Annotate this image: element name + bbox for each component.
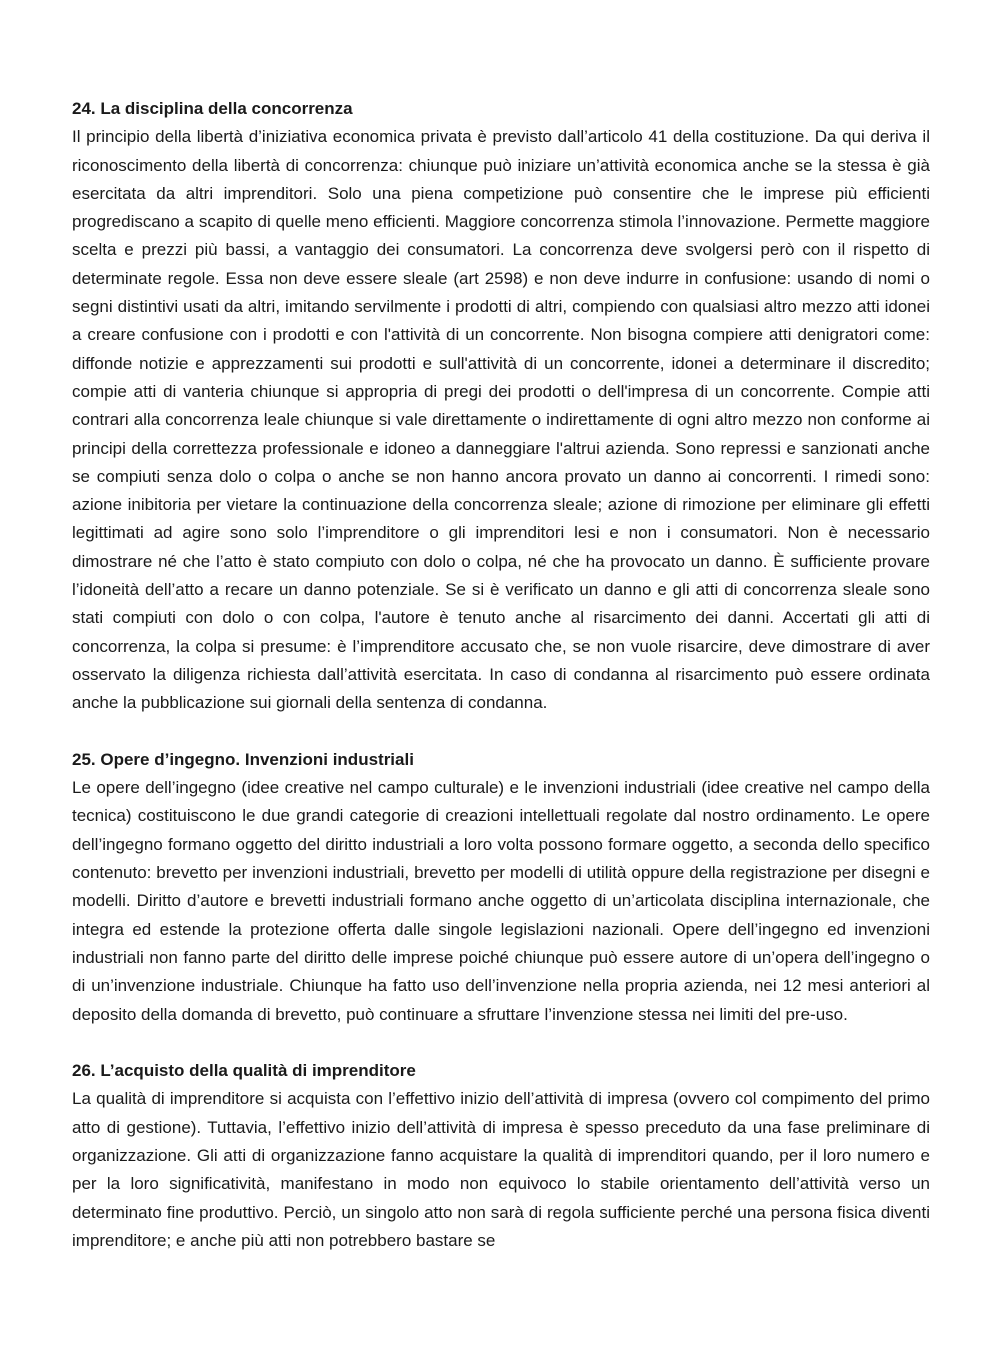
- section-heading: 26. L’acquisto della qualità di imprenditore: [72, 1061, 416, 1081]
- section-26: [72, 1057, 930, 1255]
- section-paragraph: Le opere dell’ingegno (idee creative nel campo culturale) e le invenzioni industriali (idee creative nel campo della tecnica) costituiscono le due grandi categorie di creazioni intellettuali regolate dal nostro ordinamento. Le opere dell’ingegno formano oggetto del diritto industriali a loro volta possono formare oggetto, a seconda dello specifico contenuto: brevetto per invenzioni industriali, brevetto per modelli di utilità oppure della registrazione per disegni e modelli. Diritto d’autore e brevetti industriali formano anche oggetto di un’articolata disciplina internazionale, che integra ed estende la protezione offerta dalle singole legislazioni nazionali. Opere dell’ingegno ed invenzioni industriali non fanno parte del diritto delle imprese poiché chiunque può essere autore di un’opera dell’ingegno o di un’invenzione industriale. Chiunque ha fatto uso dell’invenzione nella propria azienda, nei 12 mesi anteriori al deposito della domanda di brevetto, può continuare a sfruttare l’invenzione stessa nei limiti del pre-uso.: [72, 778, 930, 1024]
- section-24: [72, 95, 930, 718]
- section-paragraph: Il principio della libertà d’iniziativa economica privata è previsto dall’articolo 41 della costituzione. Da qui deriva il riconoscimento della libertà di concorrenza: chiunque può iniziare un’attività economica anche se la stessa è già esercitata da altri imprenditori. Solo una piena competizione può consentire che le imprese più efficienti progrediscano a scapito di quelle meno efficienti. Maggiore concorrenza stimola l’innovazione. Permette maggiore scelta e prezzi più bassi, a vantaggio dei consumatori. La concorrenza deve svolgersi però con il rispetto di determinate regole. Essa non deve essere sleale (art 2598) e non deve indurre in confusione: usando di nomi o segni distintivi usati da altri, imitando servilmente i prodotti di altri, compiendo con qualsiasi altro mezzo atti idonei a creare confusione con i prodotti e con l'attività di un concorrente. Non bisogna compiere atti denigratori come: diffonde notizie e apprezzamenti sui prodotti e sull'attività di un concorrente, idonei a determinare il discredito; compie atti di vanteria chiunque si appropria di pregi dei prodotti o dell'impresa di un concorrente. Compie atti contrari alla concorrenza leale chiunque si vale direttamente o indirettamente di ogni altro mezzo non conforme ai principi della correttezza professionale e idoneo a danneggiare l'altrui azienda. Sono repressi e sanzionati anche se compiuti senza dolo o colpa o anche se non hanno ancora provato un danno ai concorrenti. I rimedi sono: azione inibitoria per vietare la continuazione della concorrenza sleale; azione di rimozione per eliminare gli effetti legittimati ad agire sono solo l’imprenditore o gli imprenditori lesi e non i consumatori. Non è necessario dimostrare né che l’atto è stato compiuto con dolo o colpa, né che ha provocato un danno. È sufficiente provare l’idoneità dell’atto a recare un danno potenziale. Se si è verificato un danno e gli atti di concorrenza sleale sono stati compiuti con dolo o con colpa, l'autore è tenuto anche al risarcimento dei danni. Accertati gli atti di concorrenza, la colpa si presume: è l’imprenditore accusato che, se non vuole risarcire, deve dimostrare di aver osservato la diligenza richiesta dall’attività esercitata. In caso di condanna al risarcimento può essere ordinata anche la pubblicazione sui giornali della sentenza di condanna.: [72, 127, 930, 713]
- section-25: [72, 746, 930, 1029]
- section-paragraph: La qualità di imprenditore si acquista con l’effettivo inizio dell’attività di impresa (ovvero col compimento del primo atto di gestione). Tuttavia, l’effettivo inizio dell’attività di impresa è spesso preceduto da una fase preliminare di organizzazione. Gli atti di organizzazione fanno acquistare la qualità di imprenditori quando, per il loro numero e per la loro significatività, manifestano in modo non equivoco lo stabile orientamento dell’attività verso un determinato fine produttivo. Perciò, un singolo atto non sarà di regola sufficiente perché una persona fisica diventi imprenditore; e anche più atti non potrebbero bastare se: [72, 1089, 930, 1250]
- section-heading: 24. La disciplina della concorrenza: [72, 99, 353, 118]
- section-heading: 25. Opere d’ingegno. Invenzioni industriali: [72, 749, 414, 769]
- document-page: [72, 95, 930, 1283]
